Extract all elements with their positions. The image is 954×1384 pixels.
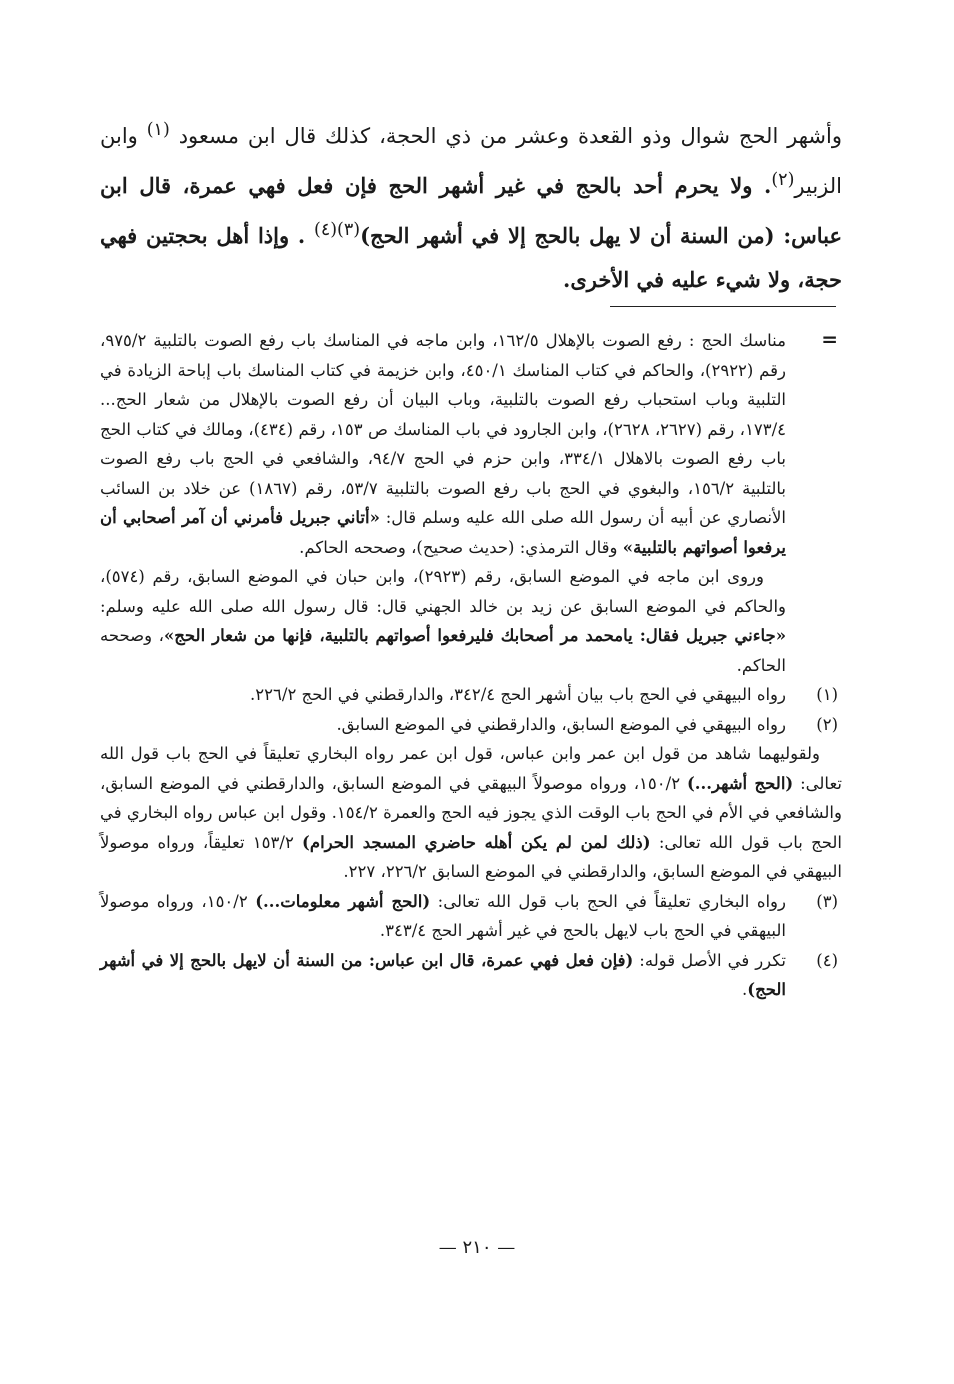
footnote-text: ، وصححه الحاكم. — [100, 626, 786, 675]
hadith-quote: «أتاني جبريل فأمرني أن آمر أصحابي أن يرفعوا أصواتهم بالتلبية» — [100, 508, 786, 557]
footnote-paragraph — [100, 887, 786, 946]
footnote-4 — [100, 946, 842, 1005]
footnote-marker: (١) — [816, 685, 838, 704]
footnote-continuation — [100, 326, 842, 680]
footnote-paragraph — [100, 946, 786, 1005]
main-paragraph — [100, 108, 842, 302]
footnote-marker: (٤) — [816, 950, 838, 970]
quran-quote: (الحج أشهر معلومات...) — [255, 891, 431, 911]
footnote-text: وقال الترمذي: (حديث صحيح)، وصححه الحاكم. — [299, 537, 623, 557]
footnote-ref-2: (٢) — [771, 170, 795, 190]
footnote-text: رواه البيهقي في الموضع السابق، والدارقطني في الموضع السابق. — [336, 714, 786, 734]
footnote-text: رواه البيهقي في الحج باب بيان أشهر الحج ٣٤٢/٤، والدارقطني في الحج ٢٢٦/٢. — [250, 685, 786, 704]
main-text-segment: . ولا يحرم أحد بالحج في غير أشهر الحج فإن فعل فهي عمرة، قال ابن عباس: (من السنة أن لا يهل بالحج إلا في أشهر الحج) — [100, 173, 842, 248]
footnote-text: ولقوليهما شاهد من قول ابن عمر وابن عباس، قول ابن عمر رواه البخاري تعليقاً في الحج باب قول الله تعالى: — [100, 744, 843, 793]
footnote-body — [100, 710, 843, 887]
footnote-body — [100, 946, 786, 1005]
footnote-paragraph — [100, 562, 786, 680]
footnote-text: ١٥٠/٢، ورواه موصولاً البيهقي في الموضع السابق، والدارقطني في الموضع السابق، والشافعي في الأم في الحج باب الوقت الذي يجوز فيه الحج والعمرة ١٥٤/٢. وقول ابن عباس رواه البخاري في الحج باب قول الله تعالى: — [100, 773, 843, 852]
footnote-paragraph — [100, 326, 786, 562]
page-number: — ٢١٠ — — [438, 1237, 516, 1258]
footnote-body — [100, 326, 786, 680]
footnote-separator — [610, 306, 836, 307]
footnote-text: مناسك الحج : رفع الصوت بالإهلال ١٦٢/٥، وابن ماجه في المناسك باب رفع الصوت بالتلبية ٩٧٥/٢، رقم (٢٩٢٢)، والحاكم في كتاب المناسك ٤٥٠/١، وابن خزيمة في كتاب المناسك باب إباحة الزيادة في التلبية وباب استحباب رفع الصوت بالتلبية، وباب البيان أن رفع الصوت بالإهلال من شعار الحج... ١٧٣/٤، رقم (٢٦٢٧، ٢٦٢٨)، وابن الجارود في باب المناسك ص ١٥٣، رقم (٤٣٤)، ومالك في كتاب الحج باب رفع الصوت بالاهلال ٣٣٤/١، وابن حزم في الحج ٩٤/٧، والشافعي في الحج باب رفع الصوت بالتلبية ١٥٦/٢، والبغوي في الحج باب رفع الصوت بالتلبية ٥٣/٧، رقم (١٨٦٧) عن خلاد بن السائب الأنصاري عن أبيه أن رسول الله صلى الله عليه وسلم قال: — [100, 331, 787, 527]
footnote-text: تكرر في الأصل قوله: — [633, 950, 786, 970]
hadith-quote: «جاءني جبريل فقال: يامحمد مر أصحابك فليرفعوا أصواتهم بالتلبية، فإنها من شعار الحج» — [163, 626, 787, 645]
footnotes-section — [100, 326, 842, 1005]
footnote-text: ١٥٣/٢ تعليقاً، ورواه موصولاً البيهقي في الموضع السابق، والدارقطني في الموضع السابق ٢٢٦/٢، ٢٢٧. — [100, 832, 842, 881]
main-text-segment: وأشهر الحج شوال وذو القعدة وعشر من ذي الحجة، كذلك قال ابن مسعود — [178, 124, 843, 148]
main-text-segment: . وإذا أهل بحجتين فهي حجة، ولا شيء عليه في الأخرى. — [100, 223, 842, 292]
main-text-segment: وابن الزبير — [100, 124, 842, 198]
footnote-text: . — [742, 980, 748, 999]
footnote-body — [100, 680, 786, 710]
footnote-ref-3-4: (٣)(٤) — [314, 220, 361, 240]
main-text — [100, 108, 842, 302]
footnote-text: وروى ابن ماجه في الموضع السابق، رقم (٢٩٢٣)، وابن حبان في الموضع السابق، رقم (٥٧٤)، والحاكم في الموضع السابق عن زيد بن خالد الجهني قال: قال رسول الله صلى الله عليه وسلم: — [100, 567, 786, 616]
footnote-2 — [100, 710, 842, 887]
footnote-body — [100, 887, 786, 946]
footnote-text: رواه البخاري تعليقاً في الحج باب قول الله تعالى: — [430, 891, 786, 911]
footnote-paragraph — [100, 739, 842, 887]
footnote-1 — [100, 680, 842, 710]
footnote-text: ١٥٠/٢، ورواه موصولاً البيهقي في الحج باب لايهل بالحج في غير أشهر الحج ٣٤٣/٤. — [100, 891, 786, 940]
footnote-3 — [100, 887, 842, 946]
footnote-ref-1: (١) — [146, 120, 170, 140]
quoted-text: (فإن فعل فهي عمرة، قال ابن عباس: من السنة أن لايهل بالحج إلا في أشهر الحج) — [100, 950, 786, 999]
quran-quote: (ذلك لمن لم يكن أهله حاضري المسجد الحرام) — [302, 832, 651, 852]
continuation-marker: = — [821, 327, 838, 351]
footnote-marker: (٣) — [816, 891, 838, 911]
quran-quote: (الحج أشهر...) — [686, 773, 794, 793]
footnote-marker: (٢) — [816, 714, 838, 734]
